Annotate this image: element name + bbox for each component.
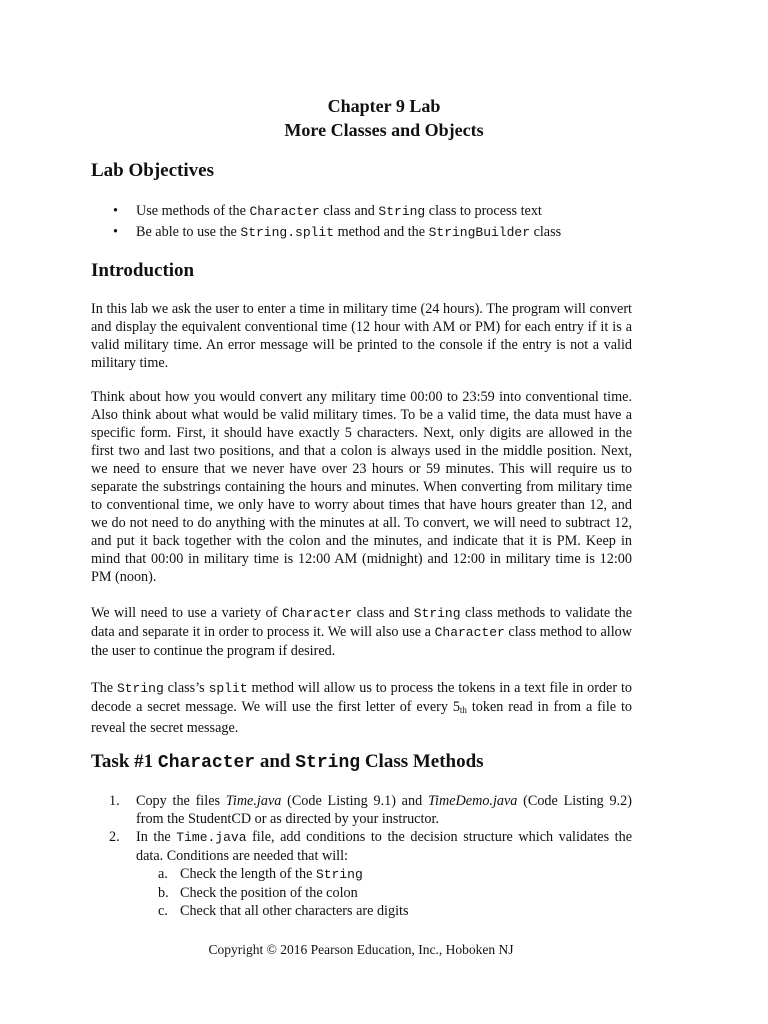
task1-steps <box>91 792 632 920</box>
intro-paragraph-3: We will need to use a variety of Character class and String class methods to validate the data and separate it in order to process it. We will also use a Character class method to allow the user to continue the program if desired. <box>91 605 632 659</box>
task-substep: b. Check the position of the colon <box>158 885 358 901</box>
objectives-list <box>91 201 691 243</box>
task-step: 2. In the Time.java file, add conditions to the decision structure which validates the data. Conditions are needed that will: a. Check the length of the String b. Check the position of the colon c. Check that all other characters are digits <box>109 829 632 919</box>
copyright-footer: Copyright © 2016 Pearson Education, Inc., Hoboken NJ <box>208 942 514 957</box>
task-substep: c. Check that all other characters are digits <box>158 903 409 919</box>
objective-item: • Use methods of the Character class and String class to process text <box>91 201 691 222</box>
introduction-heading: Introduction <box>91 260 195 281</box>
task-step: 1. Copy the files Time.java (Code Listing 9.1) and TimeDemo.java (Code Listing 9.2) from the StudentCD or as directed by your instructor. <box>109 793 632 827</box>
intro-paragraph-2: Think about how you would convert any military time 00:00 to 23:59 into conventional time. Also think about what would be valid military times. To be a valid time, the data must have a specific form. First, it should have exactly 5 characters. Next, only digits are allowed in the first two and last two positions, and that a colon is always used in the middle position. Next, we need to ensure that we never have over 23 hours or 59 minutes. This will require us to separate the substrings containing the hours and minutes. When converting from military time to conventional time, we only have to worry about times that have hours greater than 12, and we do not need to do anything with the minutes at all. To convert, we will need to subtract 12, and put it back together with the colon and the minutes, and indicate that it is PM. Keep in mind that 00:00 in military time is 12:00 AM (midnight) and 12:00 in military time is 12:00 PM (noon). <box>91 389 632 585</box>
intro-paragraph-1: In this lab we ask the user to enter a time in military time (24 hours). The program will convert and display the equivalent conventional time (12 hour with AM or PM) for each entry if it is a valid military time. An error message will be printed to the console if the entry is not a valid military time. <box>91 301 632 371</box>
intro-paragraph-4: The String class’s split method will allow us to process the tokens in a text file in order to decode a secret message. We will use the first letter of every $5_{th}$ token read in from a file to reveal the secret message. <box>91 680 632 736</box>
task-substeps <box>136 865 632 920</box>
chapter-subtitle: More Classes and Objects <box>284 120 484 140</box>
objectives-heading: Lab Objectives <box>91 160 214 181</box>
chapter-title: Chapter 9 Lab <box>327 96 441 116</box>
task1-heading: Task #1 Character and String Class Methods <box>91 751 484 773</box>
objective-item: • Be able to use the String.split method and the StringBuilder class <box>91 222 691 243</box>
task-substep: a. Check the length of the String <box>158 866 363 882</box>
